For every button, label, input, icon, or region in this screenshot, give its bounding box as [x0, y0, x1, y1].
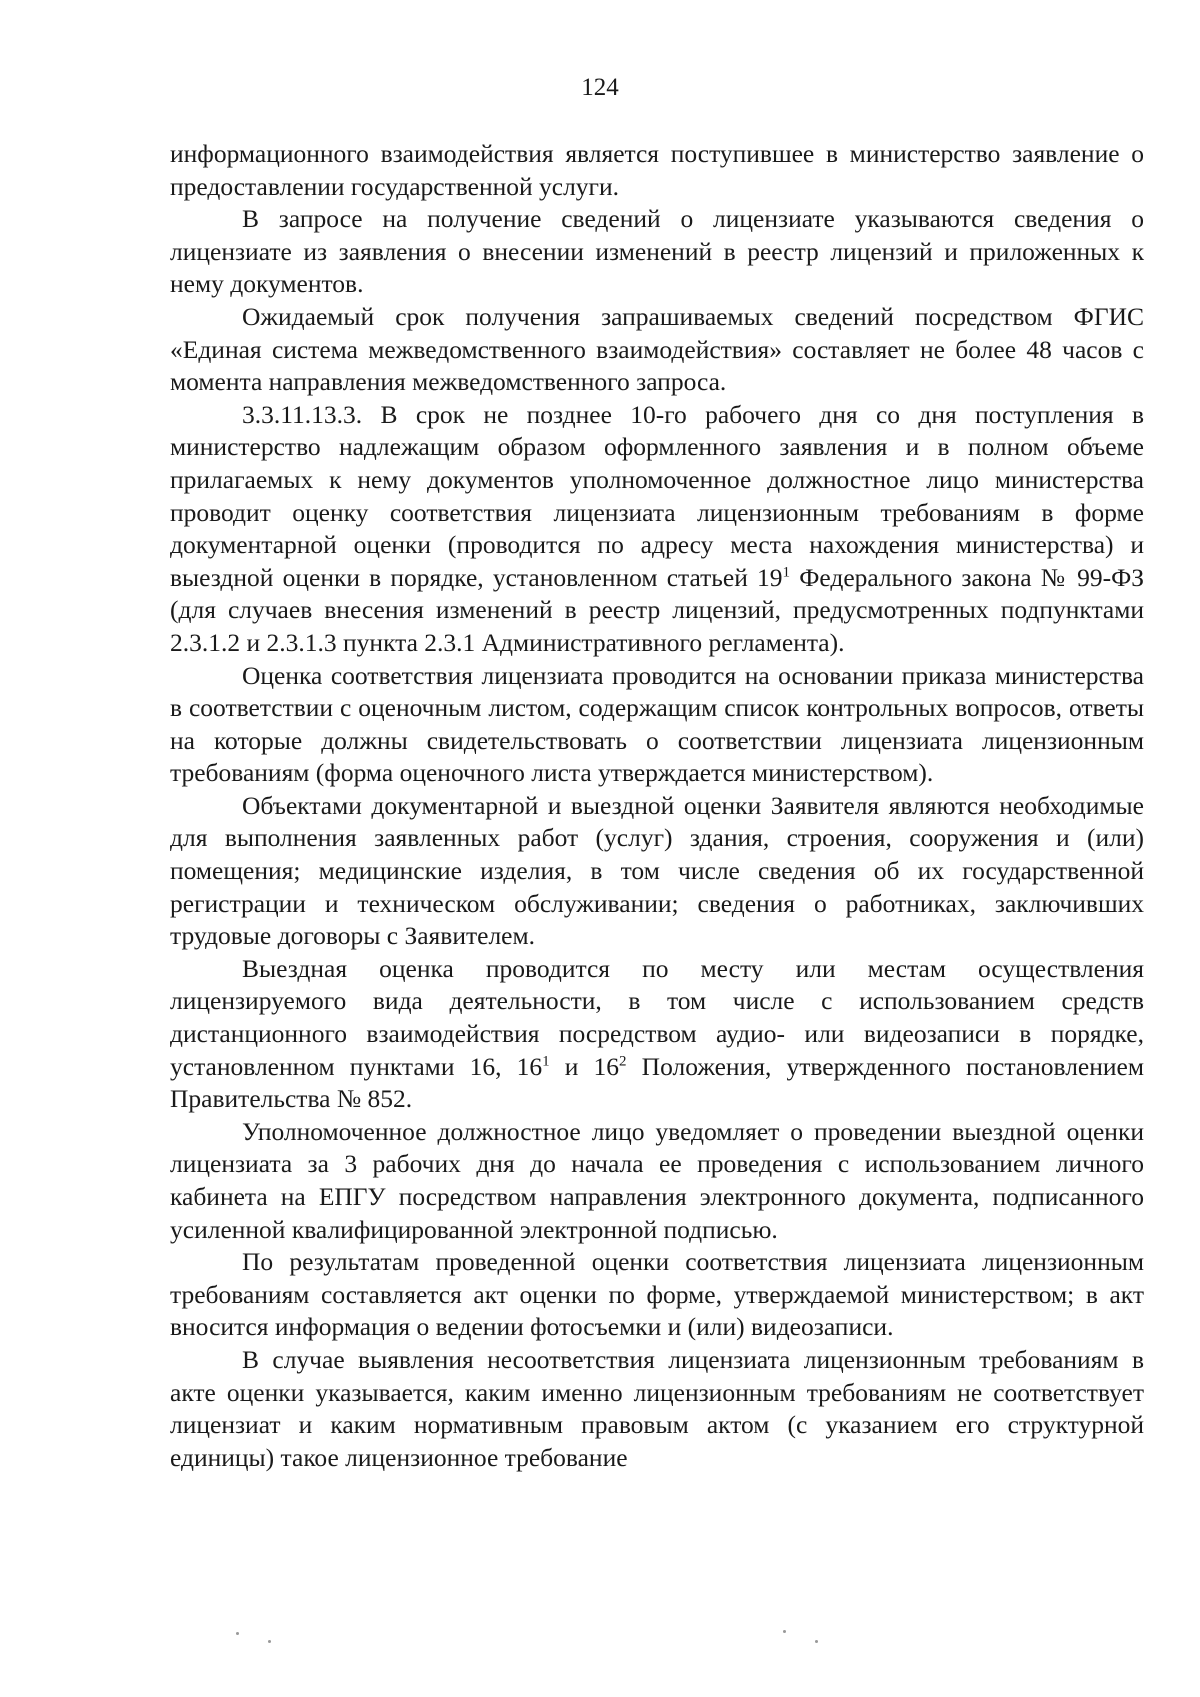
superscript-1b: 1	[542, 1053, 550, 1070]
paragraph-7-text-c: Положения, утвержденного постановлением Правительства № 852.	[170, 1051, 1144, 1114]
superscript-2: 2	[619, 1053, 627, 1070]
paragraph-7-text-a: Выездная оценка проводится по месту или местам осуществления лицензируемого вида деятельности, в том числе с использованием средств дистанционного взаимодействия посредством аудио- или видеозаписи в порядке, установленном пунктами 16, 16	[170, 953, 1144, 1081]
paragraph-7	[170, 953, 1144, 1116]
scan-speck	[268, 1640, 271, 1643]
paragraph-6: Объектами документарной и выездной оценки Заявителя являются необходимые для выполнения заявленных работ (услуг) здания, строения, сооружения и (или) помещения; медицинские изделия, в том числе сведения об их государственной регистрации и техническом обслуживании; сведения о работниках, заключивших трудовые договоры с Заявителем.	[170, 790, 1144, 951]
paragraph-4-text-b: Федерального закона № 99-ФЗ (для случаев внесения изменений в реестр лицензий, предусмотренных подпунктами 2.3.1.2 и 2.3.1.3 пункта 2.3.1 Административного регламента).	[170, 562, 1145, 657]
paragraph-1: информационного взаимодействия является поступившее в министерство заявление о предоставлении государственной услуги.	[170, 139, 1144, 201]
paragraph-10: В случае выявления несоответствия лицензиата лицензионным требованиям в акте оценки указывается, каким именно лицензионным требованиям не соответствует лицензиат и каким нормативным правовым актом (с указанием его структурной единицы) такое лицензионное требование	[170, 1344, 1144, 1472]
scan-speck	[815, 1640, 818, 1643]
paragraph-3: Ожидаемый срок получения запрашиваемых сведений посредством ФГИС «Единая система межведомственного взаимодействия» составляет не более 48 часов с момента направления межведомственного запроса.	[170, 301, 1144, 397]
paragraph-7-text-b: и 16	[549, 1051, 620, 1081]
paragraph-2: В запросе на получение сведений о лицензиате указываются сведения о лицензиате из заявления о внесении изменений в реестр лицензий и приложенных к нему документов.	[170, 204, 1144, 299]
scan-specks	[0, 1628, 1200, 1648]
paragraph-8: Уполномоченное должностное лицо уведомляет о проведении выездной оценки лицензиата за 3 рабочих дня до начала ее проведения с использованием личного кабинета на ЕПГУ посредством направления электронного документа, подписанного усиленной квалифицированной электронной подписью.	[170, 1116, 1144, 1244]
superscript-1: 1	[782, 564, 791, 581]
scan-speck	[236, 1632, 239, 1635]
paragraph-5: Оценка соответствия лицензиата проводится на основании приказа министерства в соответствии с оценочным листом, содержащим список контрольных вопросов, ответы на которые должны свидетельствовать о соответствии лицензиата лицензионным требованиям (форма оценочного листа утверждается министерством).	[170, 660, 1144, 788]
scan-speck	[783, 1630, 786, 1633]
page-number: 124	[581, 74, 619, 101]
paragraph-4	[170, 399, 1144, 660]
document-body	[170, 138, 1144, 1474]
paragraph-4-text-a: 3.3.11.13.3. В срок не позднее 10-го рабочего дня со дня поступления в министерство надлежащим образом оформленного заявления и в полном объеме прилагаемых к нему документов уполномоченное должностное лицо министерства проводит оценку соответствия лицензиата лицензионным требованиям в форме документарной оценки (проводится по адресу места нахождения министерства) и выездной оценки в порядке, установленном статьей 19	[170, 399, 1144, 592]
paragraph-9: По результатам проведенной оценки соответствия лицензиата лицензионным требованиям составляется акт оценки по форме, утверждаемой министерством; в акт вносится информация о ведении фотосъемки и (или) видеозаписи.	[170, 1247, 1144, 1342]
